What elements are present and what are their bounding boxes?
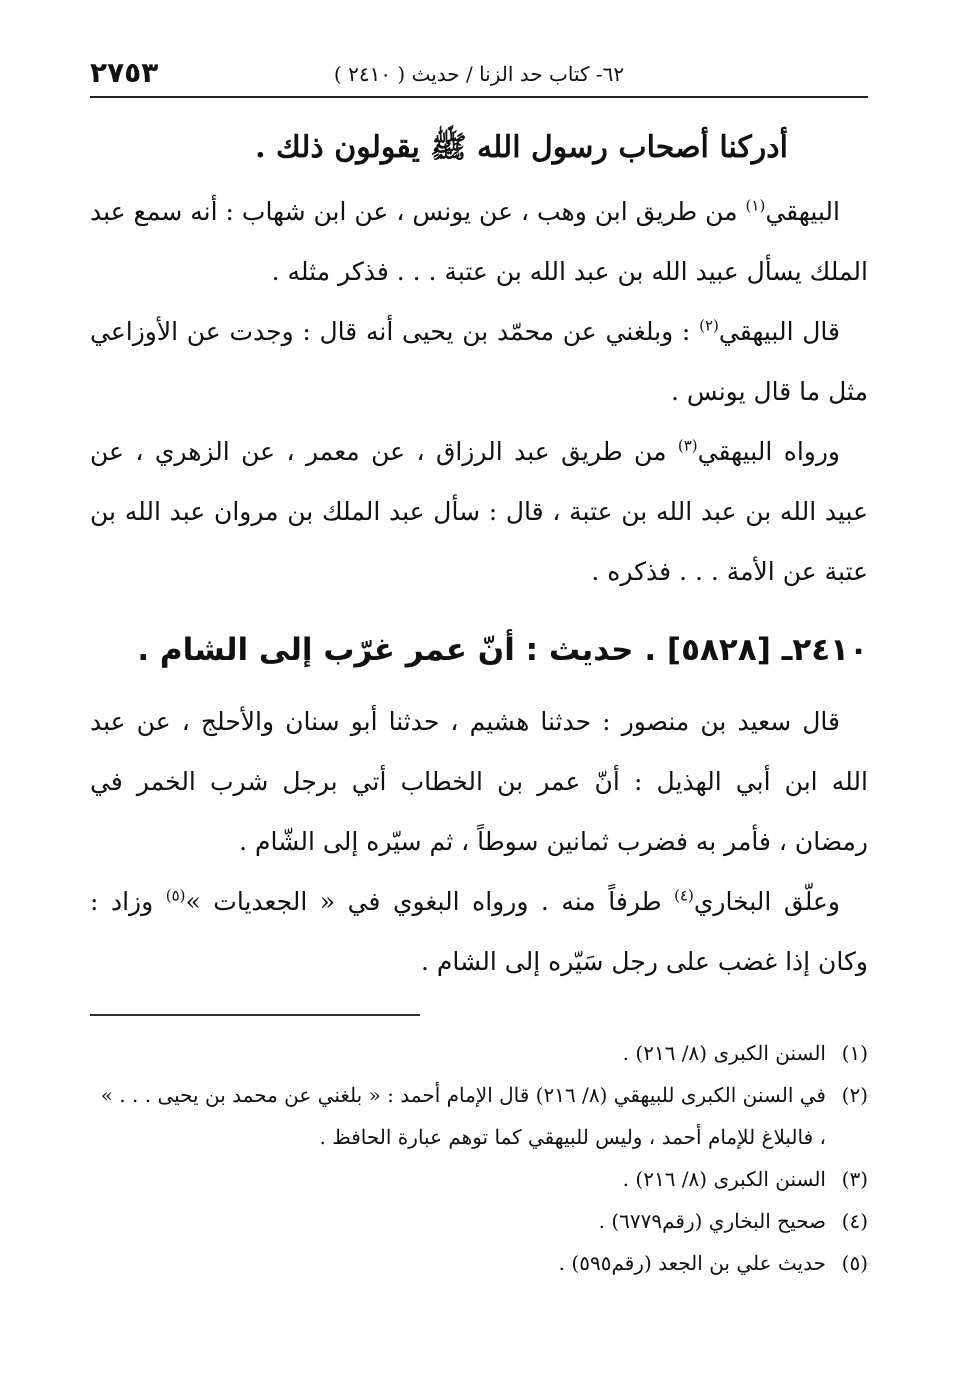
- paragraph-text: طرفاً منه . ورواه البغوي في « الجعديات »: [185, 887, 675, 916]
- footnote: [90, 1242, 868, 1284]
- paragraph-text: وعلّق البخاري: [693, 887, 840, 916]
- paragraph-lead: قال البيهقي: [718, 317, 840, 346]
- footnote-ref[interactable]: (٢): [699, 316, 719, 335]
- footnote: [90, 1200, 868, 1242]
- footnote-text: السنن الكبرى (٨/ ٢١٦) .: [622, 1041, 826, 1065]
- paragraph-bukhari: [90, 872, 868, 992]
- footnote-number: (١): [841, 1041, 868, 1065]
- running-title: ٦٢- كتاب حد الزنا / حديث ( ٢٤١٠ ): [333, 62, 625, 86]
- footnote-ref[interactable]: (١): [745, 196, 766, 215]
- main-text: [90, 118, 868, 992]
- footnote-number: (٢): [841, 1083, 868, 1107]
- footnote: [90, 1032, 868, 1074]
- paragraph-text: : وبلغني عن محمّد بن يحيى أنه قال : وجدت عن الأوزاعي مثل ما قال يونس .: [90, 317, 868, 406]
- footnote-number: (٣): [841, 1167, 868, 1191]
- paragraph-bayhaqi-1: [90, 182, 868, 302]
- footnote-ref[interactable]: (٣): [677, 436, 698, 455]
- footnote-separator: [90, 992, 868, 1032]
- running-header: [90, 52, 868, 98]
- footnote-text: حديث علي بن الجعد (رقم٥٩٥) .: [558, 1251, 826, 1275]
- paragraph-text: من طريق عبد الرزاق ، عن معمر ، عن الزهري ، عن عبيد الله بن عبد الله بن عتبة ، قال : سأل عبد الملك بن مروان عبد الله بن عتبة عن الأمة . . . فذكره .: [90, 437, 868, 586]
- paragraph-lead: البيهقي: [765, 197, 840, 226]
- footnote-ref[interactable]: (٥): [165, 886, 186, 905]
- paragraph-lead: ورواه البيهقي: [697, 437, 840, 466]
- footnote-text: صحيح البخاري (رقم٦٧٧٩) .: [598, 1209, 826, 1233]
- paragraph-bayhaqi-3: [90, 422, 868, 602]
- footnote-ref[interactable]: (٤): [674, 886, 694, 905]
- footnote: [90, 1158, 868, 1200]
- footnote-text: في السنن الكبرى للبيهقي (٨/ ٢١٦) قال الإمام أحمد : « بلغني عن محمد بن يحيى . . . » ، فالبلاغ للإمام أحمد ، وليس للبيهقي كما توهم عبارة الحافظ .: [100, 1083, 826, 1149]
- footnote-number: (٥): [841, 1251, 868, 1275]
- paragraph-text: من طريق ابن وهب ، عن يونس ، عن ابن شهاب : أنه سمع عبد الملك يسأل عبيد الله بن عبد الله بن عتبة . . . فذكر مثله .: [90, 197, 868, 286]
- footnote-number: (٤): [841, 1209, 868, 1233]
- hadith-heading: ٢٤١٠ـ [٥٨٢٨] . حديث : أنّ عمر غرّب إلى الشام .: [137, 632, 868, 668]
- paragraph-bayhaqi-2: [90, 302, 868, 422]
- paragraph-text: وزاد : وكان إذا غضب على رجل سَيّره إلى الشام .: [90, 887, 868, 976]
- footnote-rule: [90, 1014, 420, 1016]
- intro-line: أدركنا أصحاب رسول الله ﷺ يقولون ذلك .: [255, 130, 788, 165]
- book-page: [90, 52, 868, 1352]
- page-number: ٢٧٥٣: [90, 56, 159, 89]
- footnote-text: السنن الكبرى (٨/ ٢١٦) .: [622, 1167, 826, 1191]
- paragraph-saeed: قال سعيد بن منصور : حدثنا هشيم ، حدثنا أبو سنان والأحلج ، عن عبد الله ابن أبي الهذيل : أنّ عمر بن الخطاب أتي برجل شرب الخمر في رمضان ، فأمر به فضرب ثمانين سوطاً ، ثم سيّره إلى الشّام .: [90, 707, 868, 856]
- footnotes: [90, 1032, 868, 1284]
- footnote: [90, 1074, 868, 1158]
